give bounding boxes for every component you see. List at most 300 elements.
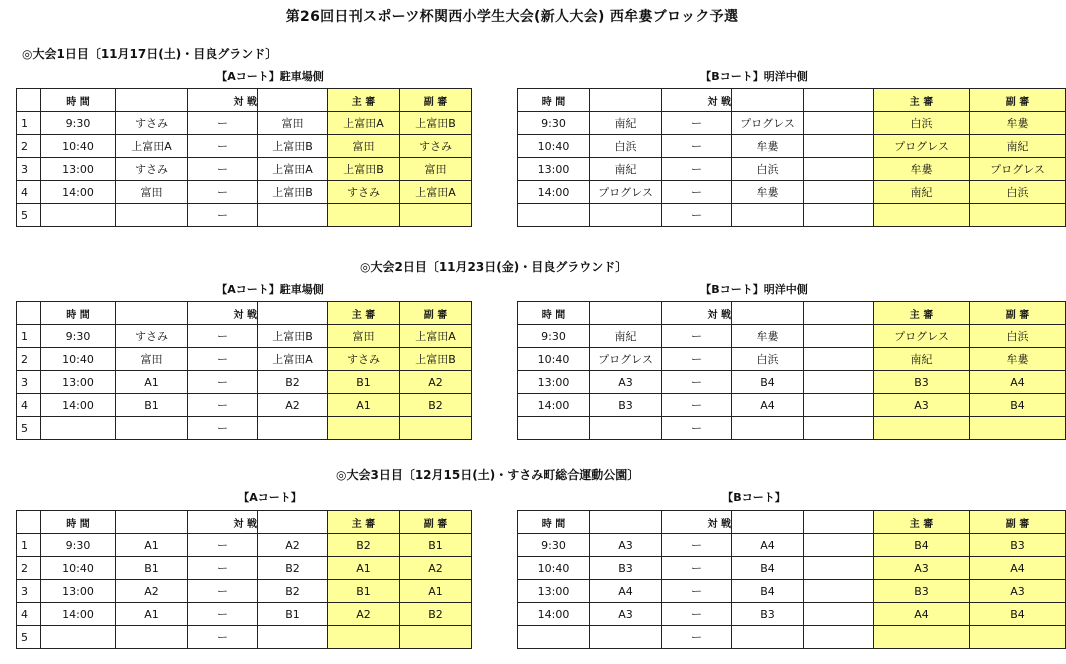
match-number: 5 [17,626,41,649]
team-2: B2 [258,580,328,603]
versus-dash: ー [662,557,732,580]
header-blank [116,89,188,112]
versus-dash: ー [662,204,732,227]
table-row [17,534,472,557]
sub-referee: 富田 [400,158,472,181]
team-2: 牟婁 [732,135,804,158]
header-sub-referee: 副 審 [400,511,472,534]
blank-cell [804,325,874,348]
table-row [17,371,472,394]
main-referee: B1 [328,580,400,603]
versus-dash: ー [188,557,258,580]
match-time [41,626,116,649]
match-time [41,417,116,440]
team-2: B1 [258,603,328,626]
main-referee: すさみ [328,181,400,204]
table-row [17,603,472,626]
versus-dash: ー [662,135,732,158]
table-row [17,158,472,181]
blank-cell [804,135,874,158]
blank-cell [804,417,874,440]
match-time [518,626,590,649]
sub-referee: 上富田A [400,181,472,204]
table-row [17,348,472,371]
match-number: 1 [17,325,41,348]
table-row [17,557,472,580]
blank-cell [804,158,874,181]
match-time: 10:40 [518,348,590,371]
table-row [17,417,472,440]
main-referee: プログレス [874,135,970,158]
blank-cell [804,112,874,135]
team-1: すさみ [116,325,188,348]
sub-referee: すさみ [400,135,472,158]
versus-dash: ー [662,603,732,626]
header-blank [804,302,874,325]
table-row [17,626,472,649]
match-time: 14:00 [41,181,116,204]
team-1: A3 [590,534,662,557]
main-referee: 南紀 [874,348,970,371]
team-2: 上富田B [258,181,328,204]
table-row [518,394,1066,417]
team-2: A2 [258,394,328,417]
team-1: A3 [590,603,662,626]
header-blank [116,511,188,534]
match-number: 4 [17,603,41,626]
header-sub-referee: 副 審 [400,302,472,325]
court-b-label: 【Bコート】明洋中側 [700,283,808,296]
table-row [518,626,1066,649]
table-row [518,325,1066,348]
header-main-referee: 主 審 [874,511,970,534]
header-match: 対 戦 [662,511,732,534]
match-time: 14:00 [41,603,116,626]
court-b-table [517,510,1066,649]
sub-referee: プログレス [970,158,1066,181]
team-1: A1 [116,603,188,626]
match-time: 14:00 [518,603,590,626]
team-1 [590,626,662,649]
versus-dash: ー [188,394,258,417]
blank-cell [804,603,874,626]
table-row [17,112,472,135]
main-referee: B1 [328,371,400,394]
table-header-row [17,511,472,534]
match-time: 9:30 [518,325,590,348]
blank-cell [804,394,874,417]
sub-referee: B2 [400,394,472,417]
versus-dash: ー [662,534,732,557]
sub-referee: B4 [970,394,1066,417]
match-time: 10:40 [518,557,590,580]
team-2: 上富田B [258,135,328,158]
header-blank [732,511,804,534]
blank-cell [804,626,874,649]
team-2: 白浜 [732,348,804,371]
sub-referee [400,204,472,227]
main-referee [328,204,400,227]
team-1: A4 [590,580,662,603]
team-1: A2 [116,580,188,603]
main-referee: A2 [328,603,400,626]
team-2: 牟婁 [732,325,804,348]
court-b-table [517,301,1066,440]
header-main-referee: 主 審 [874,302,970,325]
team-2 [258,204,328,227]
table-row [518,181,1066,204]
header-time: 時 間 [41,511,116,534]
team-1: 白浜 [590,135,662,158]
main-referee: A3 [874,557,970,580]
table-row [518,534,1066,557]
sub-referee: 南紀 [970,135,1066,158]
header-sub-referee: 副 審 [970,302,1066,325]
sub-referee: 上富田B [400,112,472,135]
versus-dash: ー [662,371,732,394]
match-number: 4 [17,181,41,204]
versus-dash: ー [188,325,258,348]
header-match: 対 戦 [188,511,258,534]
versus-dash: ー [188,534,258,557]
sub-referee [970,417,1066,440]
sub-referee: 牟婁 [970,112,1066,135]
team-2: B4 [732,371,804,394]
header-blank [17,89,41,112]
team-1 [590,417,662,440]
match-time: 14:00 [518,181,590,204]
versus-dash: ー [662,158,732,181]
match-time: 10:40 [518,135,590,158]
court-b-table [517,88,1066,227]
team-1: 南紀 [590,325,662,348]
blank-cell [804,181,874,204]
team-1: 上富田A [116,135,188,158]
table-row [17,394,472,417]
team-2: A4 [732,534,804,557]
court-a-label: 【Aコート】 [238,491,302,504]
sub-referee: 白浜 [970,181,1066,204]
table-row [518,348,1066,371]
match-number: 1 [17,534,41,557]
table-header-row [17,89,472,112]
header-sub-referee: 副 審 [400,89,472,112]
sub-referee: B3 [970,534,1066,557]
main-referee [328,626,400,649]
main-referee: B4 [874,534,970,557]
sub-referee: B2 [400,603,472,626]
blank-cell [804,204,874,227]
sub-referee: 白浜 [970,325,1066,348]
match-number: 2 [17,348,41,371]
team-2 [258,417,328,440]
team-2: B4 [732,580,804,603]
table-row [518,158,1066,181]
match-time: 10:40 [41,348,116,371]
main-referee: B3 [874,371,970,394]
header-sub-referee: 副 審 [970,511,1066,534]
team-2 [258,626,328,649]
team-1: 南紀 [590,112,662,135]
match-time: 13:00 [41,371,116,394]
header-main-referee: 主 審 [328,89,400,112]
versus-dash: ー [662,580,732,603]
match-number: 5 [17,417,41,440]
match-number: 4 [17,394,41,417]
main-referee: 牟婁 [874,158,970,181]
team-2 [732,626,804,649]
blank-cell [804,580,874,603]
match-time: 10:40 [41,557,116,580]
table-row [518,112,1066,135]
blank-cell [804,371,874,394]
team-1: すさみ [116,158,188,181]
header-time: 時 間 [41,302,116,325]
sub-referee [400,626,472,649]
versus-dash: ー [662,348,732,371]
team-2: A2 [258,534,328,557]
versus-dash: ー [188,371,258,394]
main-referee: 富田 [328,325,400,348]
team-1 [116,417,188,440]
header-blank [17,511,41,534]
court-a-label: 【Aコート】駐車場側 [216,283,324,296]
header-blank [732,89,804,112]
main-referee: B2 [328,534,400,557]
team-2: 上富田B [258,325,328,348]
table-header-row [518,302,1066,325]
match-number: 1 [17,112,41,135]
main-referee: 富田 [328,135,400,158]
blank-cell [804,534,874,557]
match-time: 9:30 [518,112,590,135]
match-time: 10:40 [41,135,116,158]
match-number: 2 [17,557,41,580]
team-1: すさみ [116,112,188,135]
versus-dash: ー [188,112,258,135]
main-referee: 上富田A [328,112,400,135]
document-title: 第26回日刊スポーツ杯関西小学生大会(新人大会) 西牟婁ブロック予選 [285,9,739,25]
table-row [17,325,472,348]
main-referee: A1 [328,394,400,417]
versus-dash: ー [662,394,732,417]
versus-dash: ー [662,417,732,440]
header-match: 対 戦 [188,302,258,325]
sub-referee: A4 [970,557,1066,580]
team-1: 富田 [116,348,188,371]
court-a-table [16,510,472,649]
court-b-label: 【Bコート】 [722,491,786,504]
match-number: 3 [17,580,41,603]
match-time: 9:30 [41,534,116,557]
team-2: B2 [258,557,328,580]
sub-referee [970,626,1066,649]
table-row [518,603,1066,626]
team-2: 白浜 [732,158,804,181]
header-time: 時 間 [518,511,590,534]
match-time: 9:30 [41,112,116,135]
team-2: 牟婁 [732,181,804,204]
team-2: プログレス [732,112,804,135]
blank-cell [804,557,874,580]
match-time: 13:00 [41,580,116,603]
match-number: 5 [17,204,41,227]
versus-dash: ー [188,348,258,371]
match-number: 3 [17,158,41,181]
sub-referee: A2 [400,557,472,580]
court-a-label: 【Aコート】駐車場側 [216,70,324,83]
versus-dash: ー [662,626,732,649]
header-blank [804,511,874,534]
team-1 [590,204,662,227]
team-1: プログレス [590,348,662,371]
day-heading: ◎大会3日目〔12月15日(土)・すさみ町総合運動公園〕 [336,468,640,482]
court-a-table [16,301,472,440]
main-referee [874,204,970,227]
team-2: A4 [732,394,804,417]
header-blank [258,302,328,325]
sub-referee [400,417,472,440]
table-row [17,204,472,227]
table-row [518,417,1066,440]
header-blank [732,302,804,325]
match-number: 2 [17,135,41,158]
team-1 [116,626,188,649]
team-1: 富田 [116,181,188,204]
header-blank [258,511,328,534]
header-blank [116,302,188,325]
team-1 [116,204,188,227]
team-2: 上富田A [258,158,328,181]
main-referee: プログレス [874,325,970,348]
main-referee [874,626,970,649]
versus-dash: ー [188,204,258,227]
main-referee: B3 [874,580,970,603]
main-referee: A4 [874,603,970,626]
header-blank [17,302,41,325]
match-time: 13:00 [518,371,590,394]
header-time: 時 間 [518,89,590,112]
match-time [518,204,590,227]
team-1: A1 [116,371,188,394]
header-match: 対 戦 [662,89,732,112]
match-time: 9:30 [518,534,590,557]
header-blank [590,511,662,534]
sub-referee: A3 [970,580,1066,603]
team-1: B3 [590,557,662,580]
sub-referee: B1 [400,534,472,557]
sub-referee: 上富田B [400,348,472,371]
match-time: 13:00 [518,580,590,603]
table-header-row [518,89,1066,112]
header-blank [258,89,328,112]
main-referee: すさみ [328,348,400,371]
team-1: B1 [116,557,188,580]
team-2 [732,204,804,227]
header-sub-referee: 副 審 [970,89,1066,112]
team-2: 富田 [258,112,328,135]
match-time [518,417,590,440]
team-1: B3 [590,394,662,417]
team-2: B3 [732,603,804,626]
team-1: プログレス [590,181,662,204]
court-a-table [16,88,472,227]
header-main-referee: 主 審 [328,302,400,325]
header-match: 対 戦 [662,302,732,325]
versus-dash: ー [188,603,258,626]
match-time: 14:00 [518,394,590,417]
match-number: 3 [17,371,41,394]
versus-dash: ー [662,181,732,204]
header-main-referee: 主 審 [328,511,400,534]
versus-dash: ー [188,417,258,440]
table-row [17,580,472,603]
match-time: 13:00 [518,158,590,181]
versus-dash: ー [662,112,732,135]
team-2 [732,417,804,440]
versus-dash: ー [188,181,258,204]
match-time: 14:00 [41,394,116,417]
table-header-row [518,511,1066,534]
day-heading: ◎大会2日目〔11月23日(金)・目良グラウンド〕 [360,260,628,274]
header-blank [590,89,662,112]
match-time [41,204,116,227]
team-1: 南紀 [590,158,662,181]
main-referee: 南紀 [874,181,970,204]
sub-referee: A2 [400,371,472,394]
table-header-row [17,302,472,325]
header-main-referee: 主 審 [874,89,970,112]
table-row [518,580,1066,603]
match-time: 13:00 [41,158,116,181]
sub-referee: A4 [970,371,1066,394]
header-time: 時 間 [41,89,116,112]
table-row [17,135,472,158]
table-row [518,557,1066,580]
team-1: A1 [116,534,188,557]
court-b-label: 【Bコート】明洋中側 [700,70,808,83]
table-row [518,204,1066,227]
versus-dash: ー [188,580,258,603]
header-match: 対 戦 [188,89,258,112]
header-time: 時 間 [518,302,590,325]
sub-referee: A1 [400,580,472,603]
main-referee: 上富田B [328,158,400,181]
main-referee: A1 [328,557,400,580]
blank-cell [804,348,874,371]
team-1: B1 [116,394,188,417]
table-row [518,371,1066,394]
day-heading: ◎大会1日目〔11月17日(土)・目良グランド〕 [22,47,278,61]
versus-dash: ー [188,158,258,181]
main-referee [874,417,970,440]
main-referee: 白浜 [874,112,970,135]
team-2: 上富田A [258,348,328,371]
versus-dash: ー [188,626,258,649]
match-time: 9:30 [41,325,116,348]
table-row [518,135,1066,158]
team-2: B4 [732,557,804,580]
main-referee: A3 [874,394,970,417]
header-blank [590,302,662,325]
sub-referee: 牟婁 [970,348,1066,371]
sub-referee [970,204,1066,227]
sub-referee: B4 [970,603,1066,626]
team-1: A3 [590,371,662,394]
sub-referee: 上富田A [400,325,472,348]
team-2: B2 [258,371,328,394]
main-referee [328,417,400,440]
